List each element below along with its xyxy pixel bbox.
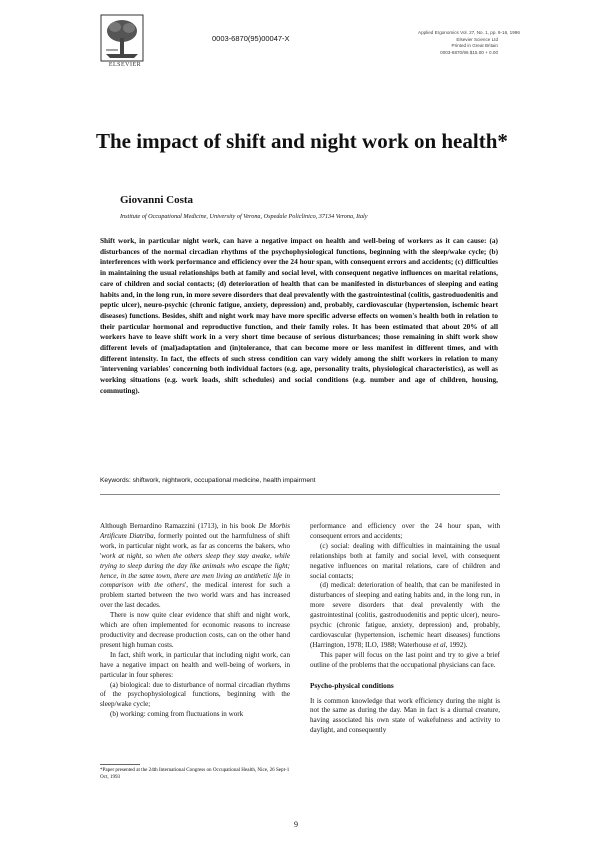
list-item: (b) working: coming from fluctuations in work [110,710,244,719]
intro-text: Although Bernardino Ramazzini (1713), in his book [100,522,259,530]
publisher-name: ELSEVIER [108,62,142,68]
journal-code: 0003-6870(95)00047-X [212,34,290,43]
intro-text: , formerly pointed out the harmfulness of shift work, in particular night work, as far as concerns the bakers, who ' [100,531,290,560]
journal-info-line: Printed in Great Britain [451,43,498,49]
list-item-text: , 1992). [445,640,468,649]
left-column [100,522,290,720]
paragraph: There is now quite clear evidence that shift and night work, which are often implemented for economic reasons to increase productivity and decrease production costs, can on the other hand present high human costs. [100,611,290,649]
list-item: (a) biological: due to disturbance of normal circadian rhythms of the psychophysiological functions, beginning with the sleep/wake cycle; [100,680,290,709]
author-name: Giovanni Costa [120,194,194,206]
book-title: De Morbis Artificum Diatriba [100,522,290,540]
right-column [310,522,500,736]
elsevier-tree-logo [100,14,144,62]
abstract: Shift work, in particular night work, can have a negative impact on health and well-being of workers as it can cause: (a) disturbances of the normal circadian rhythms of the psychophysiological functions, beginning with the sleep/wake cycle; (b) interferences with work performance and efficiency over the 24 hour span, with consequent errors and accidents; (c) difficulties in maintaining the usual relationships both at family and social level, with consequent negative influences on marital relations, care of children and social contacts; (d) deterioration of health that can be manifested in disturbances of sleeping and eating habits and, in the long run, in more severe disorders that deal prevalently with the gastrointestinal (colitis, gastroduodenitis and peptic ulcer), neuro-psychic (chronic fatigue, anxiety, depression) and, probably, cardiovascular (hypertension, ischemic heart diseases) functions. Besides, shift and night work may have more specific adverse effects on women's health both in relation to their particular hormonal and reproductive function, and their family roles. It has been estimated that about 20% of all workers have to leave shift work in a very short time because of serious disturbances; those remaining in shift work show different levels of (mal)adaptation and (in)tolerance, that can become more or less manifest in different times, and with different intensity. In fact, the effects of such stress condition can vary widely among the shift workers in relation to many 'intervening variables' concerning both individual factors (e.g. age, personality traits, physiological characteristics), as well as working situations (e.g. work loads, shift schedules) and social conditions (e.g. number and age of children, housing, commuting). [100,236,498,395]
keywords: Keywords: shiftwork, nightwork, occupational medicine, health impairment [100,477,316,484]
paragraph: It is common knowledge that work efficiency during the night is not the same as during the day. Man in fact is a diurnal creature, having associated his own state of wakefulness and activity to daylight, and consequently [310,696,500,735]
journal-info [418,30,520,56]
paragraph: This paper will focus on the last point and try to give a brief outline of the problems that the occupational physicians can face. [310,650,500,669]
et-al: et al [433,640,446,649]
section-heading: Psycho-physical conditions [310,680,394,690]
intro-text: ', the medical interest for such a problem started between the two world wars and has increased over the last decades. [100,581,290,610]
paragraph: In fact, shift work, in particular that including night work, can have a negative impact on health and well-being of workers, in particular in four spheres: [100,650,290,679]
list-item-text: (d) medical: deterioration of health, that can be manifested in disturbances of sleeping and eating habits and, in the long run, in more severe disorders that deal prevalently with the gastrointestinal (colitis, gastroduodenitis and peptic ulcer), neuro-psychic (chronic fatigue, anxiety, depression) and, probably, cardiovascular (hypertension, ischemic heart diseases) functions (Harrington, 1978; ILO, 1988; Waterhouse [310,581,500,649]
footnote: *Paper presented at the 24th International Congress on Occupational Health, Nice, 26 Sept-1 Oct, 1993 [100,767,290,780]
journal-info-line: Elsevier Science Ltd [456,36,498,42]
list-item [310,581,500,650]
section-divider [100,494,500,495]
journal-info-line: Applied Ergonomics Vol. 27, No. 1, pp. 9-16, 1996 [418,30,520,35]
author-affiliation: Institute of Occupational Medicine, University of Verona, Ospedale Policlinico, 37134 Verona, Italy [120,213,368,220]
list-item: (c) social: dealing with difficulties in maintaining the usual relationships both at family and social level, with consequent negative influences on marital relations, care of children and social contacts; [310,541,500,580]
page-number: 9 [294,820,298,829]
paragraph: performance and efficiency over the 24 hour span, with consequent errors and accidents; [310,522,500,540]
footnote-rule [100,764,140,765]
journal-info-line: 0003-6870/96 $15.00 + 0.00 [440,49,498,55]
intro-paragraph [100,522,290,611]
article-title: The impact of shift and night work on health* [96,129,508,153]
ramazzini-quote: work at night, so when the others sleep they stay awake, while trying to sleep during the day like animals who escape the light; hence, in the same town, there are men living an antithetic life in comparison with the others [100,551,290,590]
